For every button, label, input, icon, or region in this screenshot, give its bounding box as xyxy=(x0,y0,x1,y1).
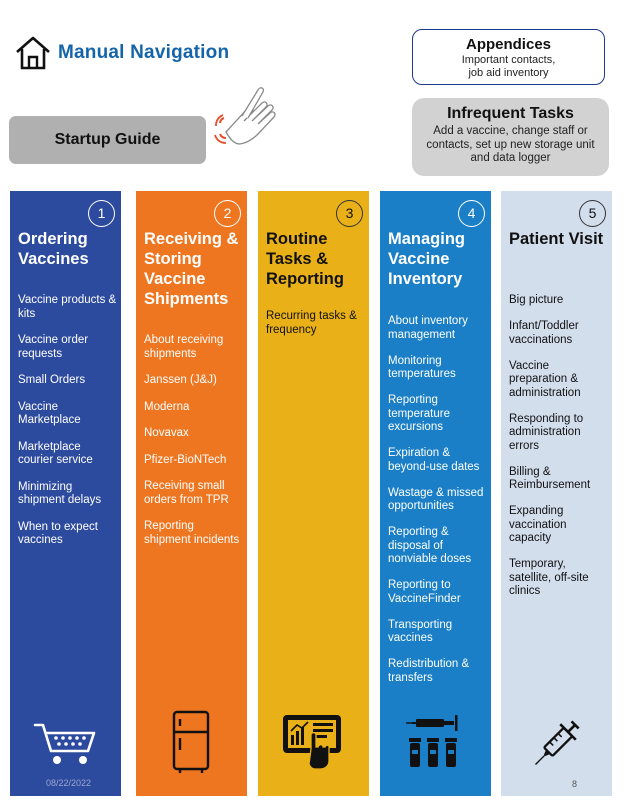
list-item[interactable]: Pfizer-BioNTech xyxy=(144,453,227,466)
column-number-badge: 4 xyxy=(458,200,485,227)
column-item-list xyxy=(509,294,608,611)
refrigerator-icon xyxy=(172,710,210,774)
list-item[interactable]: About inventory management xyxy=(388,315,468,341)
list-item[interactable]: When to expect vaccines xyxy=(18,520,98,546)
shopping-cart-icon xyxy=(32,721,100,767)
page-number: 8 xyxy=(572,779,578,789)
column-title[interactable]: Patient Visit xyxy=(509,230,604,248)
syringe-icon xyxy=(527,715,585,773)
column-title[interactable]: Receiving & Storing Vaccine Shipments xyxy=(144,230,239,308)
column-item-list xyxy=(388,315,487,698)
list-item[interactable]: Infant/Toddler vaccinations xyxy=(509,320,579,346)
vials-icon xyxy=(404,712,464,770)
column-patient-visit[interactable] xyxy=(501,191,612,796)
list-item[interactable]: Reporting & disposal of nonviable doses xyxy=(388,526,472,565)
infrequent-tasks-subtitle: Add a vaccine, change staff or contacts, set up new storage unit and data logger xyxy=(426,125,595,164)
column-title[interactable]: Managing Vaccine Inventory xyxy=(388,230,465,288)
list-item[interactable]: Marketplace courier service xyxy=(18,440,93,466)
list-item[interactable]: Wastage & missed opportunities xyxy=(388,486,484,512)
footer-date: 08/22/2022 xyxy=(46,778,92,788)
list-item[interactable]: Billing & Reimbursement xyxy=(509,465,591,491)
list-item[interactable]: Recurring tasks & frequency xyxy=(266,310,357,336)
list-item[interactable]: Reporting shipment incidents xyxy=(144,520,240,546)
list-item[interactable]: Vaccine Marketplace xyxy=(18,400,81,426)
list-item[interactable]: Reporting to VaccineFinder xyxy=(388,579,461,605)
column-number-badge: 1 xyxy=(88,200,115,227)
list-item[interactable]: About receiving shipments xyxy=(144,334,224,360)
column-number-badge: 3 xyxy=(336,200,363,227)
startup-guide-button[interactable] xyxy=(9,116,206,164)
list-item[interactable]: Vaccine order requests xyxy=(18,334,89,360)
appendices-subtitle-line1: Important contacts, xyxy=(461,54,556,66)
column-ordering-vaccines[interactable] xyxy=(10,191,121,796)
list-item[interactable]: Responding to administration errors xyxy=(509,412,584,452)
list-item[interactable]: Moderna xyxy=(144,400,190,413)
column-item-list xyxy=(144,334,243,560)
list-item[interactable]: Monitoring temperatures xyxy=(388,354,456,380)
column-title[interactable]: Ordering Vaccines xyxy=(18,230,89,268)
list-item[interactable]: Temporary, satellite, off-site clinics xyxy=(509,558,589,597)
list-item[interactable]: Expiration & beyond-use dates xyxy=(388,447,480,473)
column-item-list xyxy=(18,294,117,561)
column-number-badge: 5 xyxy=(579,200,606,227)
list-item[interactable]: Reporting temperature excursions xyxy=(388,394,451,433)
list-item[interactable]: Big picture xyxy=(509,294,564,306)
list-item[interactable]: Novavax xyxy=(144,427,189,439)
home-icon xyxy=(14,35,52,71)
appendices-button[interactable] xyxy=(412,29,605,85)
list-item[interactable]: Minimizing shipment delays xyxy=(18,480,102,506)
column-routine-tasks[interactable] xyxy=(258,191,369,796)
column-number-badge: 2 xyxy=(214,200,241,227)
infrequent-tasks-button[interactable] xyxy=(412,98,609,176)
list-item[interactable]: Receiving small orders from TPR xyxy=(144,480,229,506)
column-receiving-storing[interactable] xyxy=(136,191,247,796)
manual-navigation-header xyxy=(14,35,229,71)
appendices-title: Appendices xyxy=(465,36,552,53)
startup-guide-label: Startup Guide xyxy=(54,131,161,148)
list-item[interactable]: Vaccine products & kits xyxy=(18,294,117,320)
tablet-report-icon xyxy=(281,711,345,771)
list-item[interactable]: Expanding vaccination capacity xyxy=(509,505,567,544)
hand-tap-icon xyxy=(196,82,282,156)
list-item[interactable]: Transporting vaccines xyxy=(388,618,453,644)
column-title[interactable]: Routine Tasks & Reporting xyxy=(266,230,344,288)
infrequent-tasks-title: Infrequent Tasks xyxy=(447,105,574,122)
appendices-subtitle-line2: job aid inventory xyxy=(468,67,549,79)
list-item[interactable]: Small Orders xyxy=(18,374,86,386)
list-item[interactable]: Redistribution & transfers xyxy=(388,658,470,684)
page-title: Manual Navigation xyxy=(58,42,230,63)
list-item[interactable]: Vaccine preparation & administration xyxy=(509,359,581,399)
column-managing-inventory[interactable] xyxy=(380,191,491,796)
list-item[interactable]: Janssen (J&J) xyxy=(144,374,217,386)
column-item-list xyxy=(266,310,365,337)
